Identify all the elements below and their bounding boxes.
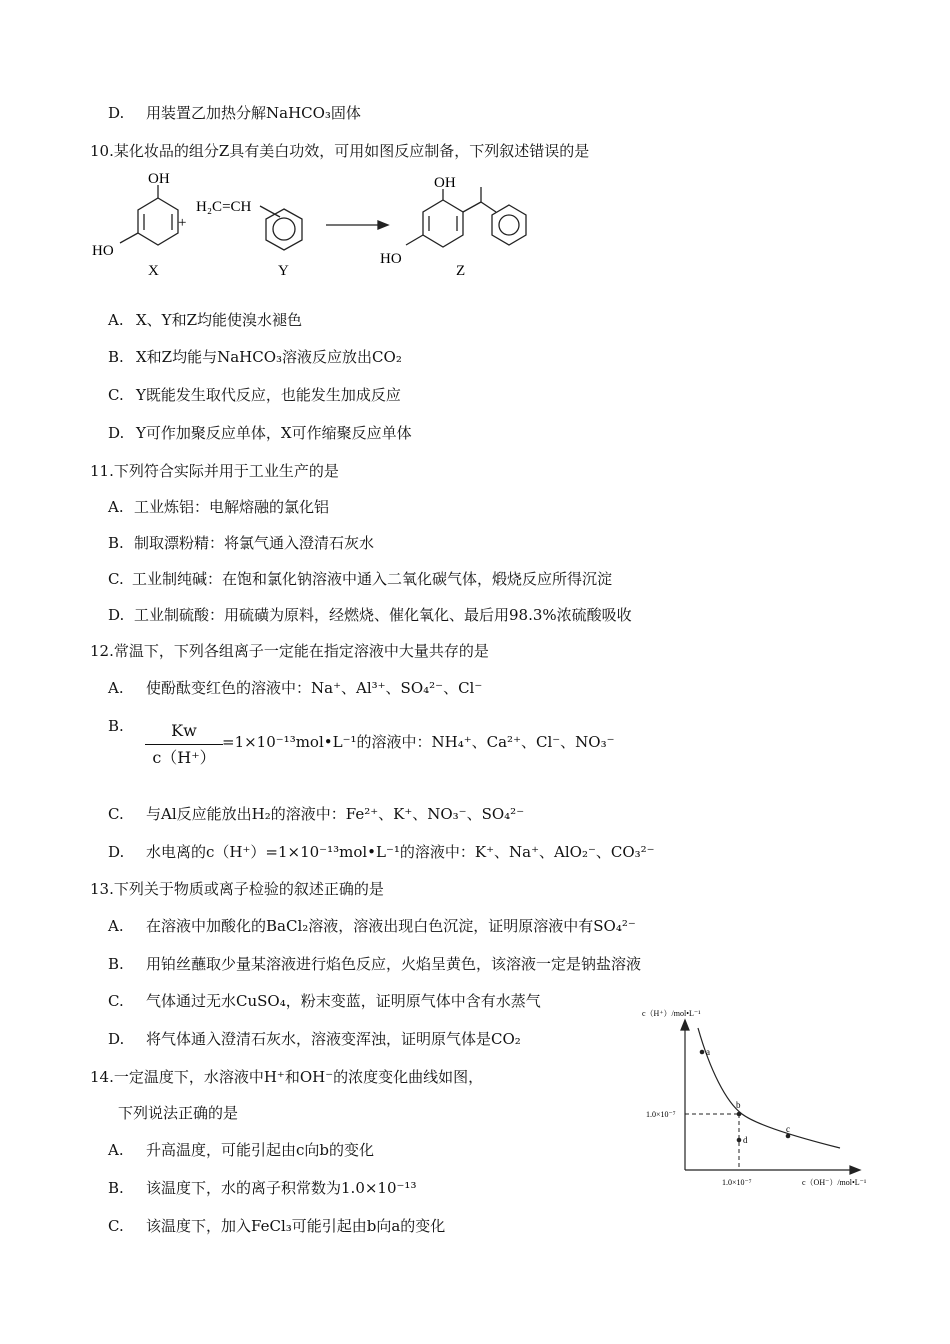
option-text: 工业制纯碱：在饱和氯化钠溶液中通入二氧化碳气体，煅烧反应所得沉淀: [132, 570, 613, 588]
fraction-numerator: Kw: [171, 721, 197, 740]
point-d-label: d: [743, 1135, 748, 1145]
q11-option-c: [108, 569, 612, 589]
option-label: C.: [108, 805, 124, 823]
option-label: A.: [108, 1141, 124, 1159]
point-c-label: c: [786, 1124, 790, 1134]
option-label: C.: [108, 570, 124, 588]
molecule-x: [120, 185, 178, 245]
option-text: 该温度下，加入FeCl₃可能引起由b向a的变化: [146, 1217, 446, 1235]
q12-option-b-text: =1×10⁻¹³mol•L⁻¹的溶液中：NH₄⁺、Ca²⁺、Cl⁻、NO₃⁻: [222, 733, 615, 751]
option-label: A.: [108, 679, 124, 697]
q13-option-c: [108, 991, 541, 1011]
q10-stem: 10.某化妆品的组分Z具有美白功效，可用如图反应制备，下列叙述错误的是: [90, 142, 590, 160]
option-text: 制取漂粉精：将氯气通入澄清石灰水: [134, 534, 375, 552]
q13-option-b: [108, 954, 641, 974]
z-oh-label: OH: [434, 175, 456, 191]
option-text: Y可作加聚反应单体，X可作缩聚反应单体: [136, 424, 412, 442]
option-label: D.: [108, 104, 125, 122]
q11-option-b: [108, 533, 374, 553]
q10-option-c: [108, 385, 401, 405]
option-text: 升高温度，可能引起由c向b的变化: [146, 1141, 375, 1159]
q13-option-a: [108, 916, 636, 936]
q10-reaction-scheme: [88, 165, 528, 285]
option-label: B.: [108, 534, 124, 552]
x-ho-label: HO: [92, 243, 114, 259]
x-axis-arrow: [850, 1166, 860, 1174]
option-label: B.: [108, 1179, 124, 1197]
option-text: 用铂丝蘸取少量某溶液进行焰色反应，火焰呈黄色，该溶液一定是钠盐溶液: [146, 955, 642, 973]
option-label: D.: [108, 1030, 125, 1048]
z-label: Z: [456, 263, 466, 279]
point-a-label: a: [706, 1047, 710, 1057]
option-label: D.: [108, 606, 125, 624]
q9-option-d: [108, 103, 361, 123]
q14-stem-line2: 下列说法正确的是: [118, 1104, 239, 1122]
q14-stem-line1: 14.一定温度下，水溶液中H⁺和OH⁻的浓度变化曲线如图，: [90, 1068, 484, 1086]
q13-stem: 13.下列关于物质或离子检验的叙述正确的是: [90, 880, 384, 898]
option-label: B.: [108, 348, 124, 366]
option-label: A.: [108, 311, 124, 329]
option-text: Y既能发生取代反应，也能发生加成反应: [136, 386, 401, 404]
fraction-bar: [145, 744, 223, 745]
x-tick-label: 1.0×10⁻⁷: [722, 1178, 752, 1187]
z-ho-label: HO: [380, 251, 402, 267]
q12-option-c: [108, 804, 524, 824]
q14-option-a: [108, 1140, 374, 1160]
option-label: C.: [108, 1217, 124, 1235]
option-text: 使酚酞变红色的溶液中：Na⁺、Al³⁺、SO₄²⁻、Cl⁻: [146, 679, 483, 697]
q10-option-b: [108, 347, 402, 367]
option-label: A.: [108, 498, 124, 516]
q10-option-d: [108, 423, 412, 443]
point-b: [737, 1112, 742, 1117]
y-axis-title: c（H⁺）/mol•L⁻¹: [642, 1009, 701, 1018]
q14-option-b: [108, 1178, 416, 1198]
ion-product-curve: [698, 1028, 840, 1148]
option-text: 在溶液中加酸化的BaCl₂溶液，溶液出现白色沉淀，证明原溶液中有SO₄²⁻: [146, 917, 636, 935]
option-text: 工业炼铝：电解熔融的氯化铝: [134, 498, 330, 516]
option-text: 气体通过无水CuSO₄，粉末变蓝，证明原气体中含有水蒸气: [146, 992, 541, 1010]
q12-option-a: [108, 678, 482, 698]
point-a: [700, 1050, 705, 1055]
reaction-arrow: [326, 221, 388, 229]
molecule-y: [260, 206, 302, 250]
x-axis-title: c（OH⁻）/mol•L⁻¹: [802, 1178, 867, 1187]
option-label: C.: [108, 386, 124, 404]
option-text: 用装置乙加热分解NaHCO₃固体: [146, 104, 361, 122]
y-vinyl-label: H₂C=CH: [196, 199, 252, 215]
q12-option-b-label: B.: [108, 717, 124, 735]
q14-option-c: [108, 1216, 445, 1236]
option-text: 水电离的c（H⁺）=1×10⁻¹³mol•L⁻¹的溶液中：K⁺、Na⁺、AlO₂⁻、CO₃²⁻: [146, 843, 655, 861]
option-text: 该温度下，水的离子积常数为1.0×10⁻¹³: [146, 1179, 417, 1197]
point-d: [737, 1138, 742, 1143]
y-label: Y: [278, 263, 289, 279]
option-text: 与Al反应能放出H₂的溶液中：Fe²⁺、K⁺、NO₃⁻、SO₄²⁻: [146, 805, 525, 823]
option-text: 将气体通入澄清石灰水，溶液变浑浊，证明原气体是CO₂: [146, 1030, 521, 1048]
y-axis-arrow: [681, 1020, 689, 1030]
q11-stem: 11.下列符合实际并用于工业生产的是: [90, 462, 339, 480]
fraction-denominator: c（H⁺）: [152, 748, 216, 767]
option-text: 工业制硫酸：用硫磺为原料，经燃烧、催化氧化、最后用98.3%浓硫酸吸收: [134, 606, 632, 624]
y-tick-label: 1.0×10⁻⁷: [646, 1110, 676, 1119]
q10-option-a: [108, 310, 302, 330]
option-label: A.: [108, 917, 124, 935]
option-label: B.: [108, 955, 124, 973]
q12-option-d: [108, 842, 655, 862]
option-label: D.: [108, 843, 125, 861]
q14-concentration-graph: [630, 1000, 890, 1200]
q12-stem: 12.常温下，下列各组离子一定能在指定溶液中大量共存的是: [90, 642, 489, 660]
point-b-label: b: [736, 1100, 741, 1110]
option-text: X、Y和Z均能使溴水褪色: [136, 311, 303, 329]
x-label: X: [148, 263, 159, 279]
q13-option-d: [108, 1029, 521, 1049]
q11-option-d: [108, 605, 632, 625]
molecule-z: [406, 187, 526, 247]
q12-option-b-fraction: [145, 720, 223, 769]
option-text: X和Z均能与NaHCO₃溶液反应放出CO₂: [136, 348, 402, 366]
x-oh-label: OH: [148, 171, 170, 187]
plus-sign: +: [178, 215, 187, 231]
option-label: C.: [108, 992, 124, 1010]
point-c: [786, 1134, 791, 1139]
q11-option-a: [108, 497, 329, 517]
option-label: D.: [108, 424, 125, 442]
